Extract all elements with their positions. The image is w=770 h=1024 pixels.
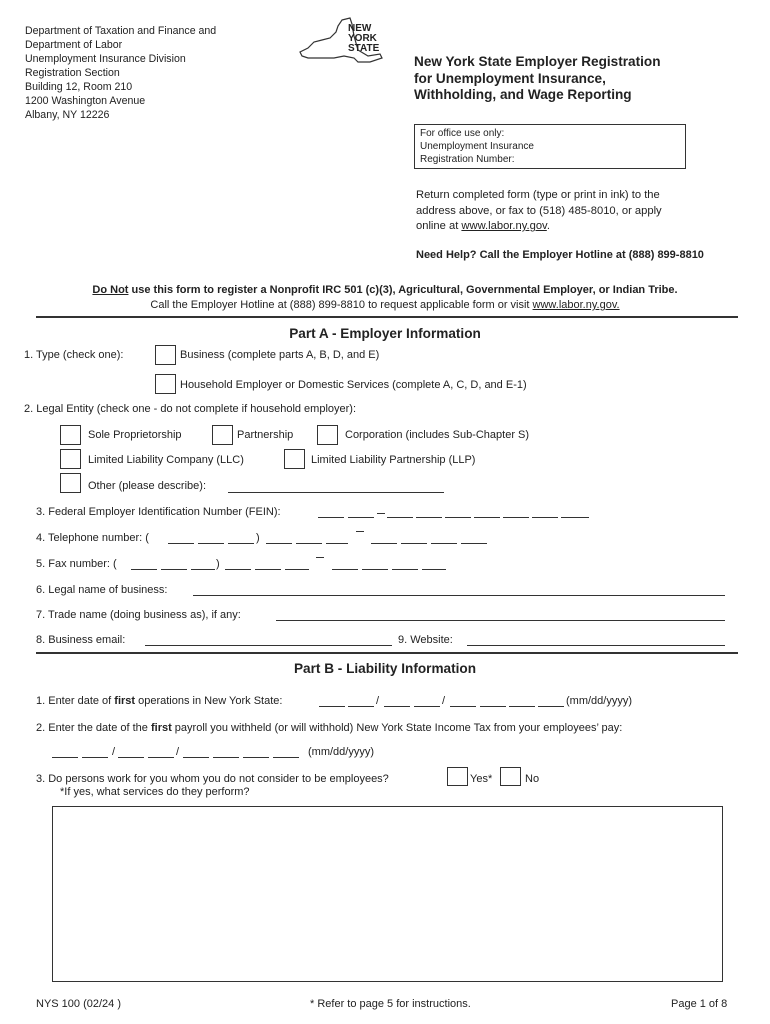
office-use-line: For office use only: [420, 128, 505, 139]
return-instructions [416, 188, 662, 235]
label-text: payroll you withheld (or will withhold) New York State Income Tax from your employees’ pay: [171, 722, 623, 734]
fax-dash [316, 557, 324, 558]
fax-prefix-digit[interactable] [225, 569, 251, 570]
legal-name-label: 6. Legal name of business: [36, 584, 168, 596]
logo-text-state: STATE [348, 43, 380, 54]
fax-prefix-digit[interactable] [255, 569, 281, 570]
household-option-label: Household Employer or Domestic Services (complete A, C, D, and E-1) [180, 379, 527, 391]
business-option-label: Business (complete parts A, B, D, and E) [180, 349, 380, 361]
return-line [416, 219, 662, 235]
label-bold: first [114, 695, 136, 707]
phone-dash [356, 531, 364, 532]
sole-proprietorship-checkbox[interactable] [60, 425, 81, 445]
fein-digit-field[interactable] [561, 517, 589, 518]
return-line: address above, or fax to (518) 485-8010, or apply [416, 204, 662, 217]
new-york-state-logo [298, 16, 384, 72]
paren-close: ) [216, 558, 220, 570]
yes-label: Yes* [470, 773, 493, 785]
partnership-checkbox[interactable] [212, 425, 233, 445]
legal-name-input[interactable] [193, 595, 725, 596]
trade-name-input[interactable] [276, 620, 725, 621]
corporation-checkbox[interactable] [317, 425, 338, 445]
part-b-title: Part B - Liability Information [293, 661, 476, 676]
section-divider [36, 316, 738, 318]
return-text: online at [416, 220, 462, 232]
help-hotline: Need Help? Call the Employer Hotline at (888) 899-8810 [416, 249, 704, 261]
date-format-hint: (mm/dd/yyyy) [566, 695, 632, 707]
date-month-digit[interactable] [348, 706, 374, 707]
fein-digit-field[interactable] [387, 517, 413, 518]
partnership-label: Partnership [237, 429, 294, 441]
llc-label: Limited Liability Company (LLC) [88, 454, 244, 466]
telephone-label: 4. Telephone number: ( [36, 532, 149, 544]
date-day-digit[interactable] [414, 706, 440, 707]
business-email-input[interactable] [145, 645, 392, 646]
date-year-digit[interactable] [273, 757, 299, 758]
labor-website-link[interactable]: www.labor.ny.gov [461, 220, 547, 232]
corporation-label: Corporation (includes Sub-Chapter S) [345, 429, 530, 441]
phone-line-digit[interactable] [401, 543, 427, 544]
fein-digit-field[interactable] [503, 517, 529, 518]
date-slash: / [442, 695, 446, 707]
date-slash: / [376, 695, 380, 707]
other-entity-input[interactable] [228, 492, 444, 493]
address-line: Albany, NY 12226 [25, 109, 110, 121]
date-day-digit[interactable] [118, 757, 144, 758]
date-month-digit[interactable] [82, 757, 108, 758]
phone-area-digit[interactable] [168, 543, 194, 544]
date-year-digit[interactable] [450, 706, 476, 707]
date-month-digit[interactable] [319, 706, 345, 707]
sole-proprietorship-label: Sole Proprietorship [88, 429, 182, 441]
phone-area-digit[interactable] [228, 543, 254, 544]
business-checkbox[interactable] [155, 345, 176, 365]
office-use-box [414, 124, 686, 169]
date-slash: / [112, 746, 116, 758]
date-slash: / [176, 746, 180, 758]
date-day-digit[interactable] [148, 757, 174, 758]
nonprofit-notice [0, 284, 770, 296]
llp-label: Limited Liability Partnership (LLP) [311, 454, 476, 466]
fax-area-digit[interactable] [161, 569, 187, 570]
label-bold: first [150, 722, 172, 734]
date-year-digit[interactable] [538, 706, 564, 707]
logo-text-new: NEW [348, 23, 372, 34]
date-format-hint: (mm/dd/yyyy) [308, 746, 374, 758]
date-year-digit[interactable] [243, 757, 269, 758]
fax-area-digit[interactable] [131, 569, 157, 570]
non-employees-label: 3. Do persons work for you whom you do not consider to be employees? [36, 773, 389, 785]
services-description-textarea[interactable] [52, 806, 723, 982]
fax-label: 5. Fax number: ( [36, 558, 117, 570]
date-year-digit[interactable] [213, 757, 239, 758]
fax-line-digit[interactable] [392, 569, 418, 570]
form-title [414, 54, 661, 104]
phone-line-digit[interactable] [461, 543, 487, 544]
fein-digit-field[interactable] [532, 517, 558, 518]
address-line: 1200 Washington Avenue [25, 95, 146, 107]
date-month-digit[interactable] [52, 757, 78, 758]
title-line: New York State Employer Registration [414, 54, 661, 69]
notice-text: use this form to register a Nonprofit IRC 501 (c)(3), Agricultural, Governmental Employer, or Indian Tribe. [128, 284, 678, 296]
label-text: 2. Enter the date of the [36, 722, 151, 734]
fein-digit-field[interactable] [474, 517, 500, 518]
phone-prefix-digit[interactable] [266, 543, 292, 544]
address-line: Registration Section [25, 67, 120, 79]
non-employees-yes-checkbox[interactable] [447, 767, 468, 786]
fax-area-digit[interactable] [191, 569, 215, 570]
llc-checkbox[interactable] [60, 449, 81, 469]
label-text: operations in New York State: [135, 695, 283, 707]
address-line: Unemployment Insurance Division [25, 53, 186, 65]
llp-checkbox[interactable] [284, 449, 305, 469]
date-day-digit[interactable] [384, 706, 410, 707]
fax-line-digit[interactable] [362, 569, 388, 570]
services-sub-label: *If yes, what services do they perform? [60, 786, 250, 798]
fax-line-digit[interactable] [422, 569, 446, 570]
fein-digit-field[interactable] [445, 517, 471, 518]
fax-line-digit[interactable] [332, 569, 358, 570]
fax-prefix-digit[interactable] [285, 569, 309, 570]
date-year-digit[interactable] [480, 706, 506, 707]
label-text: 1. Enter date of [36, 695, 115, 707]
phone-prefix-digit[interactable] [296, 543, 322, 544]
fein-digit-field[interactable] [416, 517, 442, 518]
address-line: Building 12, Room 210 [25, 81, 133, 93]
fein-digit-field[interactable] [348, 517, 374, 518]
hotline-notice [0, 299, 770, 311]
phone-area-digit[interactable] [198, 543, 224, 544]
phone-line-digit[interactable] [371, 543, 397, 544]
section-divider [36, 652, 738, 654]
fein-digit-field[interactable] [318, 517, 344, 518]
fein-label: 3. Federal Employer Identification Number (FEIN): [36, 506, 281, 518]
phone-prefix-digit[interactable] [326, 543, 348, 544]
agency-address [25, 24, 216, 122]
other-entity-checkbox[interactable] [60, 473, 81, 493]
website-label: 9. Website: [398, 634, 453, 646]
type-label: 1. Type (check one): [24, 349, 124, 361]
return-line: Return completed form (type or print in ink) to the [416, 189, 660, 201]
first-payroll-label [36, 722, 622, 735]
labor-website-link[interactable]: www.labor.ny.gov. [532, 299, 620, 311]
phone-line-digit[interactable] [431, 543, 457, 544]
logo-text-york: YORK [348, 33, 377, 44]
paren-close: ) [256, 532, 260, 544]
page-number: Page 1 of 8 [671, 998, 728, 1010]
fein-dash [377, 513, 385, 514]
return-period: . [546, 220, 550, 232]
office-use-line: Registration Number: [420, 154, 515, 166]
date-year-digit[interactable] [509, 706, 535, 707]
date-year-digit[interactable] [183, 757, 209, 758]
non-employees-no-checkbox[interactable] [500, 767, 521, 786]
first-operations-label [36, 695, 282, 708]
address-line: Department of Labor [25, 39, 123, 51]
title-line: Withholding, and Wage Reporting [414, 87, 632, 102]
title-line: for Unemployment Insurance, [414, 70, 606, 86]
trade-name-label: 7. Trade name (doing business as), if any: [36, 609, 241, 621]
instructions-note: * Refer to page 5 for instructions. [310, 998, 471, 1010]
do-not-emphasis: Do Not [92, 284, 129, 296]
address-line: Department of Taxation and Finance and [25, 25, 217, 37]
form-id: NYS 100 (02/24 ) [36, 998, 121, 1010]
legal-entity-label: 2. Legal Entity (check one - do not complete if household employer): [24, 403, 357, 415]
website-input[interactable] [467, 645, 725, 646]
office-use-line: Unemployment Insurance [420, 141, 534, 153]
notice-text: Call the Employer Hotline at (888) 899-8810 to request applicable form or visit [150, 299, 533, 311]
part-a-title: Part A - Employer Information [289, 326, 481, 341]
other-entity-label: Other (please describe): [88, 480, 206, 492]
no-label: No [525, 773, 540, 785]
business-email-label: 8. Business email: [36, 634, 126, 646]
household-employer-checkbox[interactable] [155, 374, 176, 394]
